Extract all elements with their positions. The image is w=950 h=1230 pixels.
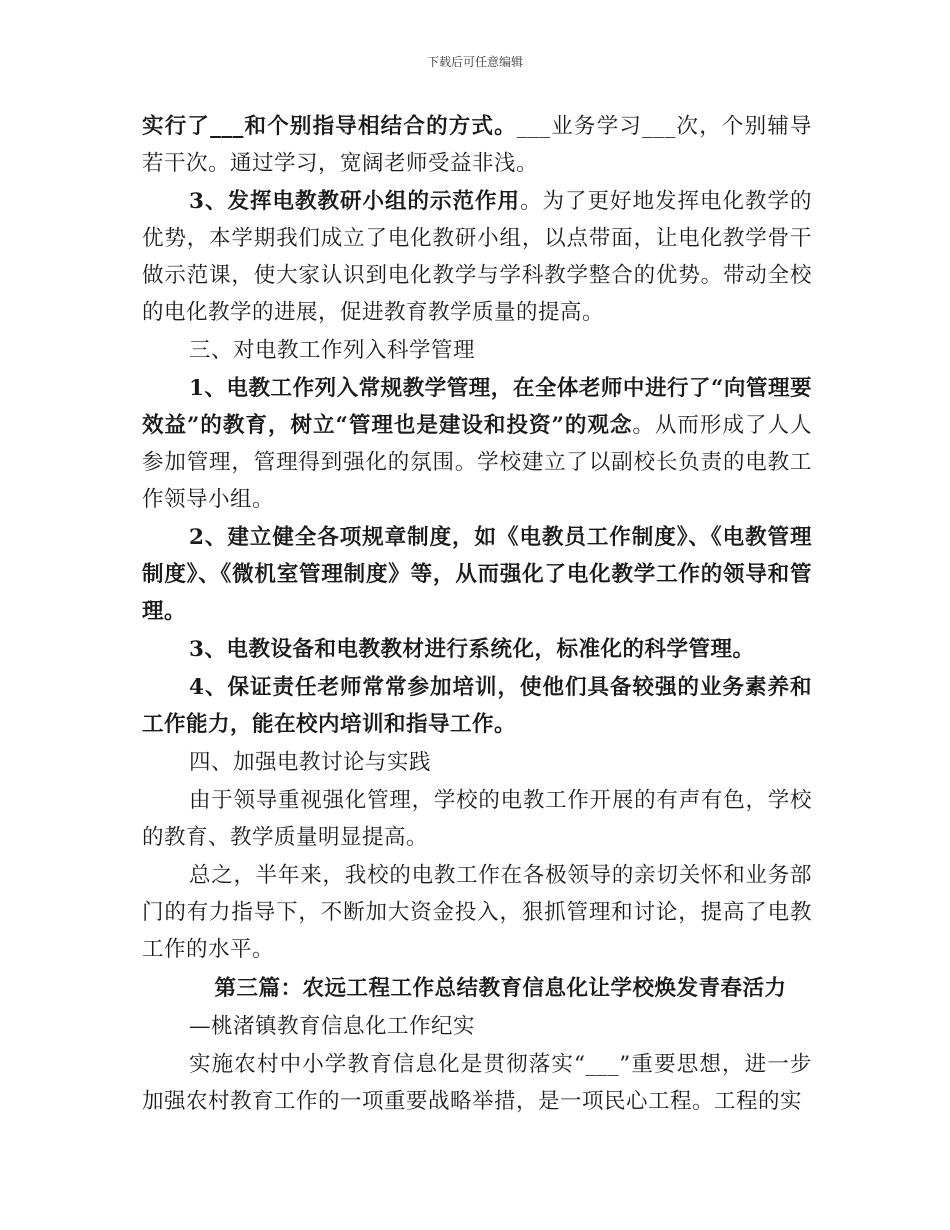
article-title-3: 第三篇：农远工程工作总结教育信息化让学校焕发青春活力 (214, 976, 787, 1001)
page-header-note: 下载后可任意编辑 (426, 55, 523, 69)
bold-phrase: 2、建立健全各项规章制度，如《电教员工作制度》、《电教管理制度》、《微机室管理制度》等，从而强化了电化教学工作的领导和管理。 (142, 525, 812, 624)
bold-phrase: 4、保证责任老师常常参加培训，使他们具备较强的业务素养和工作能力，能在校内培训和指导工作。 (142, 675, 812, 737)
paragraph-demo-group (142, 183, 812, 331)
bold-phrase: 3、发挥电教教研小组的示范作用 (189, 189, 520, 214)
paragraph-routine-management (142, 370, 812, 518)
article-subtitle-3: —桃渚镇教育信息化工作纪实 (189, 1014, 476, 1039)
paragraph-informatization: 实施农村中小学教育信息化是贯彻落实“___”重要思想，进一步加强农村教育工作的一项重要战略举措，是一项民心工程。工程的实 (142, 1052, 812, 1114)
paragraph-text: 。为了更好地发挥电化教学的优势，本学期我们成立了电化教研小组，以点带面，让电化教学骨干做示范课，使大家认识到电化教学与学科教学整合的优势。带动全校的电化教学的进展，促进教育教学质量的提高。 (142, 189, 812, 325)
bold-phrase: 1、电教工作列入常规教学管理，在全体老师中进行了“向管理要效益”的教育，树立“管理也是建设和投资”的观念 (142, 376, 812, 438)
paragraph-training (142, 669, 812, 743)
bold-phrase: 3、电教设备和电教教材进行系统化，标准化的科学管理。 (189, 637, 755, 662)
paragraph-text: 。从而形成了人人参加管理，管理得到强化的氛围。学校建立了以副校长负责的电教工作领导小组。 (142, 413, 812, 512)
paragraph-results: 由于领导重视强化管理，学校的电教工作开展的有声有色，学校的教育、教学质量明显提高。 (142, 788, 812, 850)
paragraph-rules (142, 519, 812, 630)
section-heading-4: 四、加强电教讨论与实践 (189, 750, 432, 775)
section-heading-3: 三、对电教工作列入科学管理 (189, 338, 476, 363)
paragraph-training-method (142, 108, 812, 182)
document-body (142, 108, 812, 1120)
paragraph-equipment (142, 631, 812, 668)
paragraph-summary: 总之，半年来，我校的电教工作在各极领导的亲切关怀和业务部门的有力指导下，不断加大资金投入，狠抓管理和讨论，提高了电教工作的水平。 (142, 863, 812, 962)
paragraph-text: ___业务学习___次，个别辅导若干次。通过学习，宽阔老师受益非浅。 (142, 114, 812, 176)
bold-phrase: 实行了___和个别指导相结合的方式。 (142, 114, 517, 139)
